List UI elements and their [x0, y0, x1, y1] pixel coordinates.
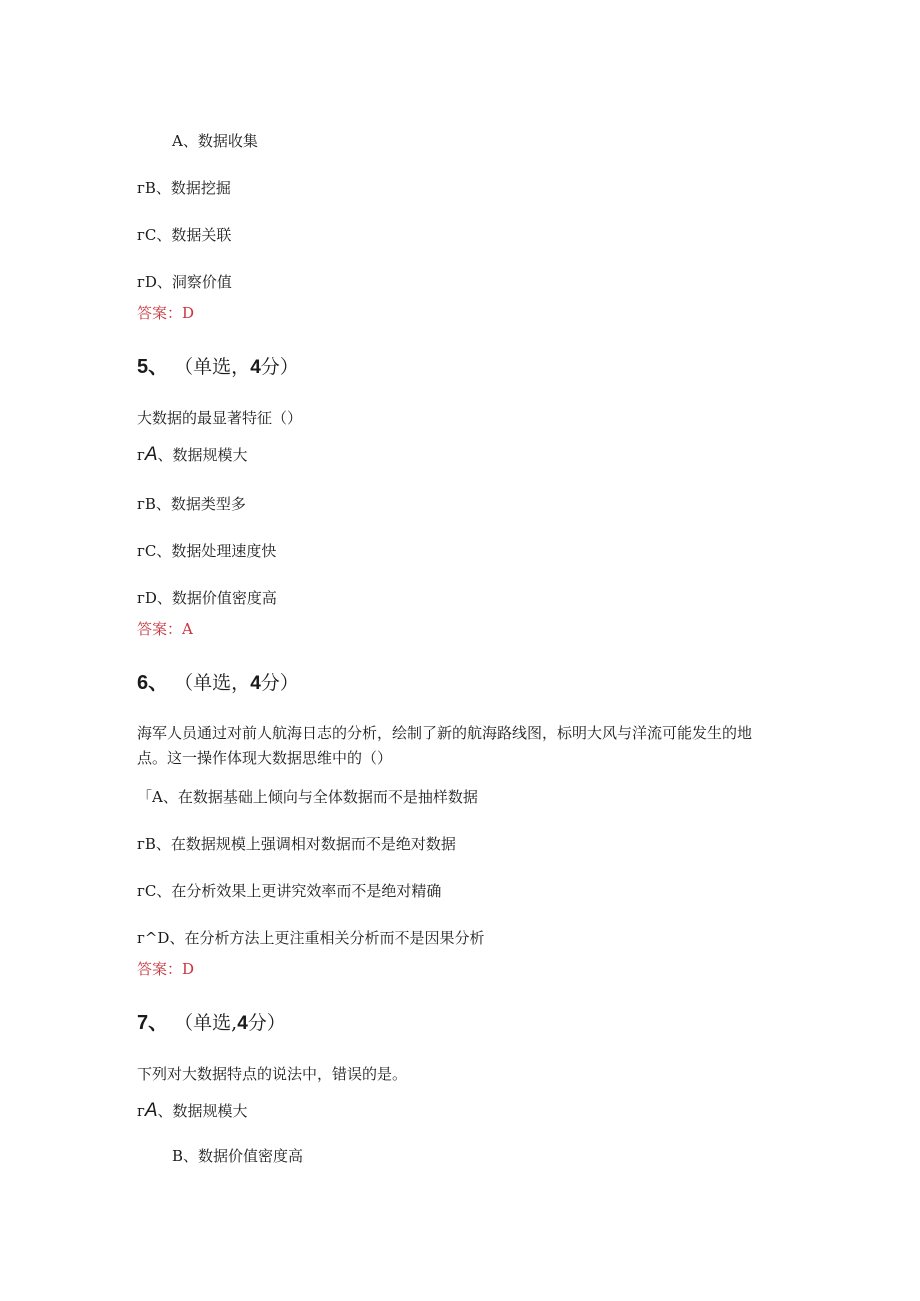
q5-answer: 答案：A: [137, 620, 193, 638]
radio-marker: ᴦ: [137, 1102, 145, 1120]
q7-option-a-text: 、数据规模大: [157, 1102, 248, 1120]
q4-option-b[interactable]: ᴦB、数据挖掘: [137, 179, 231, 197]
q5-type: （单选，: [174, 356, 251, 378]
q6-type: （单选，: [174, 672, 251, 694]
q5-option-a-letter: A: [144, 444, 158, 465]
q4-answer: 答案：D: [137, 304, 195, 322]
q7-number: 7、: [137, 1012, 169, 1034]
q5-number: 5、: [137, 356, 169, 378]
q7-option-a[interactable]: [137, 1101, 248, 1121]
q6-option-d[interactable]: ᴦ^D、在分析方法上更注重相关分析而不是因果分析: [137, 929, 485, 947]
q4-option-d[interactable]: ᴦD、洞察价值: [137, 273, 232, 291]
q5-header: [137, 354, 299, 381]
q7-unit: 分）: [247, 1012, 286, 1034]
q7-type: （单选,: [174, 1012, 238, 1034]
q4-option-a[interactable]: A、数据收集: [172, 132, 258, 150]
q6-stem-line1: 海军人员通过对前人航海日志的分析，绘制了新的航海路线图，标明大风与洋流可能发生的地: [137, 724, 753, 742]
q5-unit: 分）: [260, 356, 299, 378]
q7-option-b[interactable]: B、数据价值密度高: [172, 1147, 304, 1165]
q6-number: 6、: [137, 672, 169, 694]
q5-option-a[interactable]: [137, 445, 248, 465]
q6-points: 4: [250, 673, 261, 694]
q7-header: [137, 1010, 286, 1037]
q6-header: [137, 670, 299, 697]
q5-option-d[interactable]: ᴦD、数据价值密度高: [137, 589, 277, 607]
q6-option-b[interactable]: ᴦB、在数据规模上强调相对数据而不是绝对数据: [137, 835, 456, 853]
q6-answer: 答案：D: [137, 960, 195, 978]
q4-option-c[interactable]: ᴦC、数据关联: [137, 226, 232, 244]
q7-stem: 下列对大数据特点的说法中，错误的是。: [137, 1065, 408, 1083]
q7-points: 4: [237, 1013, 248, 1034]
q6-option-c[interactable]: ᴦC、在分析效果上更讲究效率而不是绝对精确: [137, 882, 442, 900]
q5-stem: 大数据的最显著特征（）: [137, 409, 303, 427]
q5-option-c[interactable]: ᴦC、数据处理速度快: [137, 542, 277, 560]
q6-option-a[interactable]: 「A、在数据基础上倾向与全体数据而不是抽样数据: [137, 788, 478, 806]
q5-option-a-text: 、数据规模大: [157, 446, 248, 464]
q5-points: 4: [250, 357, 261, 378]
q6-unit: 分）: [260, 672, 299, 694]
q7-option-a-letter: A: [144, 1100, 158, 1121]
q6-stem-line2: 点。这一操作体现大数据思维中的（）: [137, 749, 393, 767]
radio-marker: ᴦ: [137, 446, 145, 464]
q5-option-b[interactable]: ᴦB、数据类型多: [137, 495, 246, 513]
